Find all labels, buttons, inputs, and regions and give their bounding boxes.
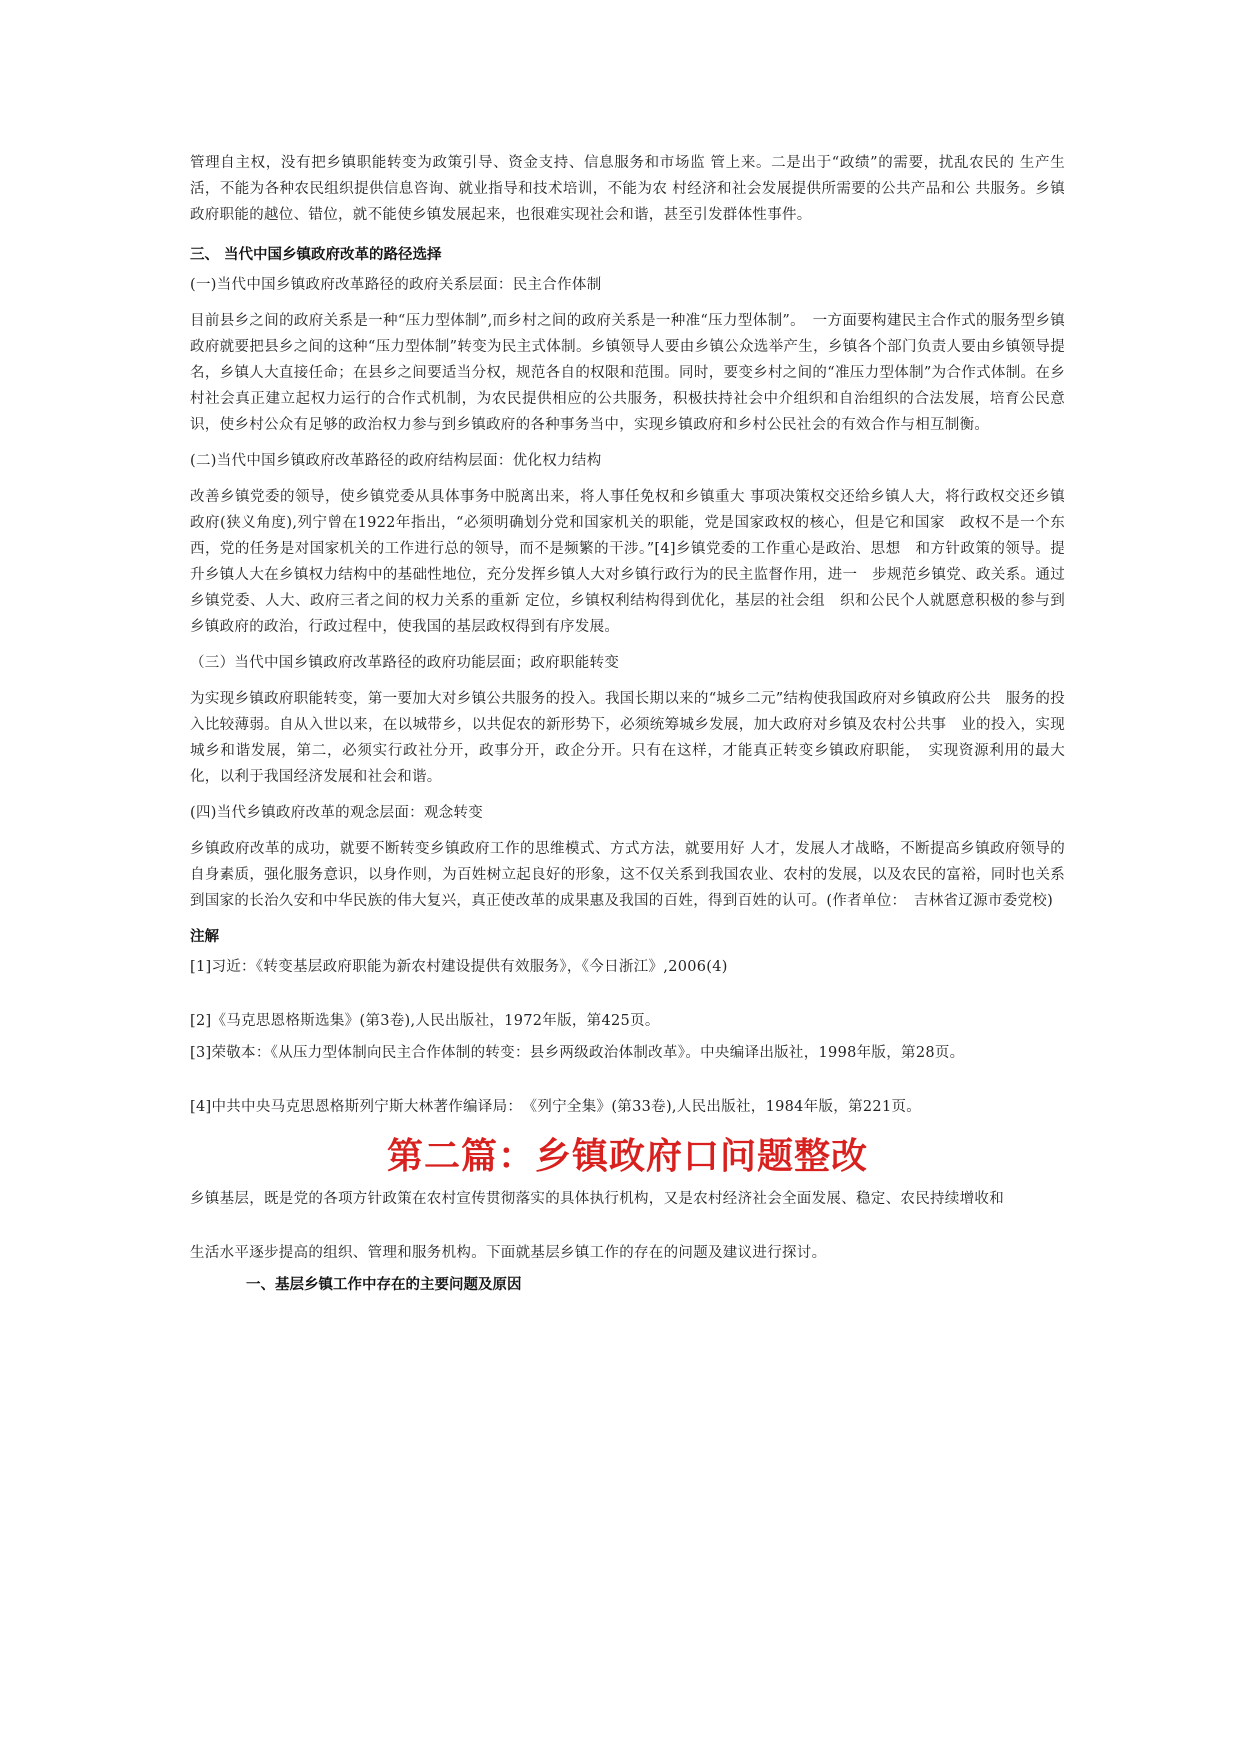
part-1-title: (一)当代中国乡镇政府改革路径的政府关系层面：民主合作体制 [190, 277, 602, 293]
part-2-title-heading: 第二篇：乡镇政府口问题整改 [386, 1135, 868, 1177]
note-3: [3]荣敬本：《从压力型体制向民主合作体制的转变：县乡两级政治体制改革》。中央编译出版社，1998年版，第28页。 [190, 1045, 965, 1061]
notes-heading: 注解 [190, 929, 219, 945]
document-page [190, 150, 1065, 1298]
part-2-title: (二)当代中国乡镇政府改革路径的政府结构层面：优化权力结构 [190, 453, 602, 469]
part-2-subheading: 一、基层乡镇工作中存在的主要问题及原因 [246, 1277, 522, 1293]
part-2-body: 改善乡镇党委的领导，使乡镇党委从具体事务中脱离出来，将人事任免权和乡镇重大 事项决策权交还给乡镇人大，将行政权交还乡镇政府(狭义角度),列宁曾在1922年指出，“必须明确划分党和国家机关的职能，党是国家政权的核心，但是它和国家 政权不是一个东西，党的任务是对国家机关的工作进行总的领导，而不是频繁的干涉。”[4]乡镇党委的工作重心是政治、思想 和方针政策的领导。提升乡镇人大在乡镇权力结构中的基础性地位，充分发挥乡镇人大对乡镇行政行为的民主监督作用，进一 步规范乡镇党、政关系。通过乡镇党委、人大、政府三者之间的权力关系的重新 定位，乡镇权利结构得到优化，基层的社会组 织和公民个人就愿意积极的参与到乡镇政府的政治，行政过程中，使我国的基层政权得到有序发展。 [190, 489, 1065, 635]
part-3-title: （三）当代中国乡镇政府改革路径的政府功能层面；政府职能转变 [190, 655, 620, 671]
part-4-body: 乡镇政府改革的成功，就要不断转变乡镇政府工作的思维模式、方式方法，就要用好 人才，发展人才战略，不断提高乡镇政府领导的自身素质，强化服务意识，以身作则，为百姓树立起良好的形象，这不仅关系到我国农业、农村的发展，以及农民的富裕，同时也关系到国家的长治久安和中华民族的伟大复兴，真正使改革的成果惠及我国的百姓，得到百姓的认可。(作者单位： 吉林省辽源市委党校) [190, 841, 1065, 909]
part-3-body: 为实现乡镇政府职能转变，第一要加大对乡镇公共服务的投入。我国长期以来的“城乡二元”结构使我国政府对乡镇政府公共 服务的投入比较薄弱。自从入世以来，在以城带乡，以共促农的新形势下，必须统筹城乡发展，加大政府对乡镇及农村公共事 业的投入，实现城乡和谐发展，第二，必须实行政社分开，政事分开，政企分开。只有在这样，才能真正转变乡镇政府职能， 实现资源利用的最大化，以利于我国经济发展和社会和谐。 [190, 691, 1065, 785]
note-1: [1]习近：《转变基层政府职能为新农村建设提供有效服务》，《今日浙江》,2006(4) [190, 959, 728, 975]
section-3-heading: 三、 当代中国乡镇政府改革的路径选择 [190, 247, 442, 263]
part-2-para-2: 生活水平逐步提高的组织、管理和服务机构。下面就基层乡镇工作的存在的问题及建议进行探讨。 [190, 1245, 827, 1261]
part-2-para-1: 乡镇基层，既是党的各项方针政策在农村宣传贯彻落实的具体执行机构，又是农村经济社会全面发展、稳定、农民持续增收和 [190, 1191, 1004, 1207]
note-4: [4]中共中央马克思恩格斯列宁斯大林著作编译局： 《列宁全集》(第33卷),人民出版社，1984年版，第221页。 [190, 1099, 922, 1115]
part-4-title: (四)当代乡镇政府改革的观念层面：观念转变 [190, 805, 484, 821]
note-2: [2]《马克思恩格斯选集》(第3卷),人民出版社，1972年版，第425页。 [190, 1013, 660, 1029]
intro-paragraph: 管理自主权，没有把乡镇职能转变为政策引导、资金支持、信息服务和市场监 管上来。二是出于“政绩”的需要，扰乱农民的 生产生活，不能为各种农民组织提供信息咨询、就业指导和技术培训，不能为农 村经济和社会发展提供所需要的公共产品和公 共服务。乡镇政府职能的越位、错位，就不能使乡镇发展起来，也很难实现社会和谐，甚至引发群体性事件。 [190, 155, 1065, 223]
part-1-body: 目前县乡之间的政府关系是一种“压力型体制”,而乡村之间的政府关系是一种准“压力型体制”。 一方面要构建民主合作式的服务型乡镇政府就要把县乡之间的这种“压力型体制”转变为民主式体制。乡镇领导人要由乡镇公众选举产生，乡镇各个部门负责人要由乡镇领导提名，乡镇人大直接任命；在县乡之间要适当分权，规范各自的权限和范围。同时，要变乡村之间的“准压力型体制”为合作式体制。在乡村社会真正建立起权力运行的合作式机制，为农民提供相应的公共服务，积极扶持社会中介组织和自治组织的合法发展，培育公民意识，使乡村公众有足够的政治权力参与到乡镇政府的各种事务当中，实现乡镇政府和乡村公民社会的有效合作与相互制衡。 [190, 313, 1065, 433]
